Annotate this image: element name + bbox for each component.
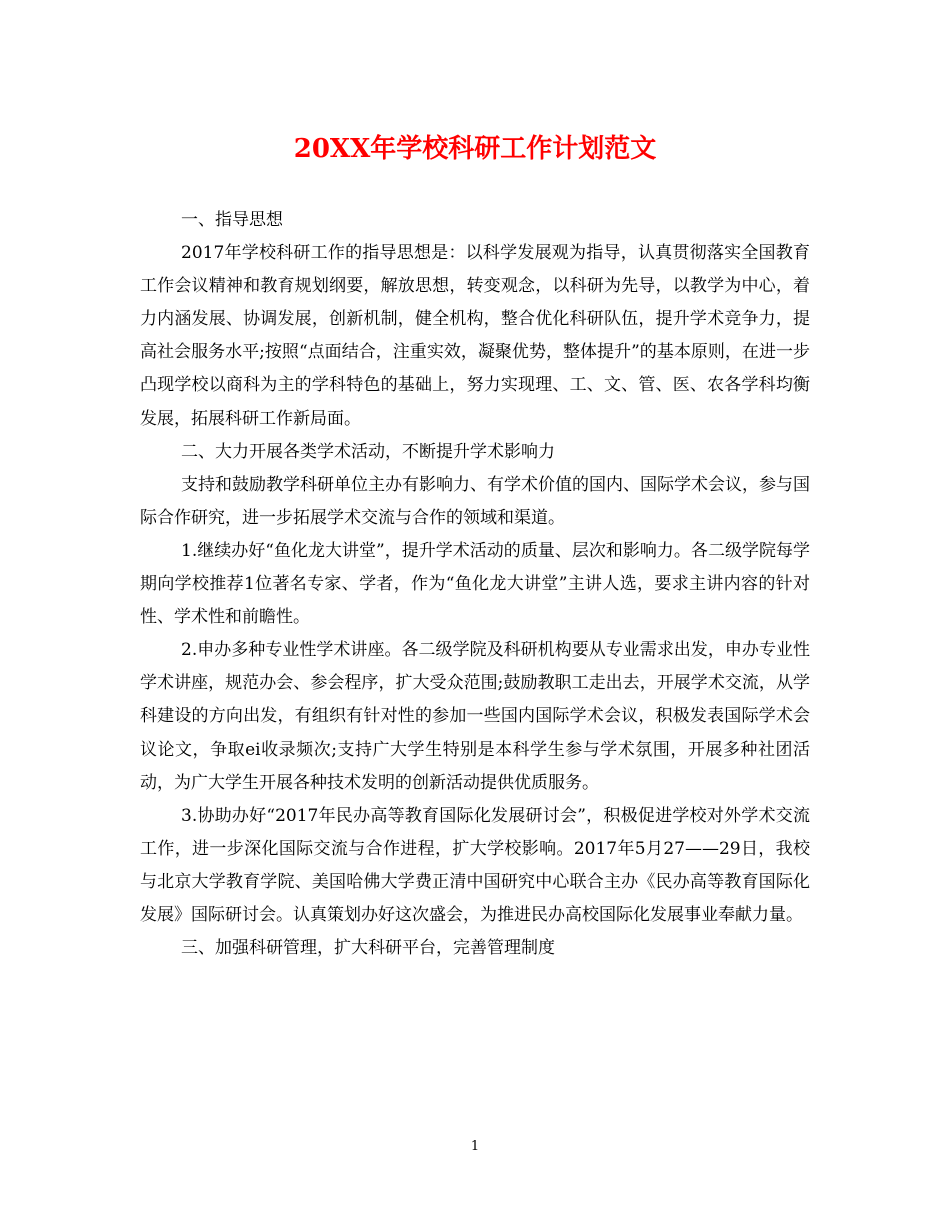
document-title: 20XX年学校科研工作计划范文 [293, 134, 657, 164]
section-heading-research-management: 三、加强科研管理，扩大科研平台，完善管理制度 [181, 938, 555, 959]
document-body [140, 204, 810, 965]
paragraph-guiding-ideology: 2017年学校科研工作的指导思想是：以科学发展观为指导，认真贯彻落实全国教育工作会议精神和教育规划纲要，解放思想，转变观念，以科研为先导，以教学为中心，着力内涵发展、协调发展，创新机制，健全机构，整合优化科研队伍，提升学术竞争力，提高社会服务水平;按照“点面结合，注重实效，凝聚优势，整体提升”的基本原则，在进一步凸现学校以商科为主的学科特色的基础上，努力实现理、工、文、管、医、农各学科均衡发展，拓展科研工作新局面。 [140, 243, 810, 429]
paragraph-support-conferences: 支持和鼓励教学科研单位主办有影响力、有学术价值的国内、国际学术会议，参与国际合作研究，进一步拓展学术交流与合作的领域和渠道。 [140, 474, 810, 528]
paragraph-item-2-professional-lectures: 2.申办多种专业性学术讲座。各二级学院及科研机构要从专业需求出发，申办专业性学术讲座，规范办会、参会程序，扩大受众范围;鼓励教职工走出去，开展学术交流，从学科建设的方向出发，有组织有针对性的参加一些国内国际学术会议，积极发表国际学术会议论文，争取ei收录频次;支持广大学生特别是本科学生参与学术氛围，开展多种社团活动，为广大学生开展各种技术发明的创新活动提供优质服务。 [140, 640, 810, 793]
paragraph-item-3-international-seminar: 3.协助办好“2017年民办高等教育国际化发展研讨会”，积极促进学校对外学术交流工作，进一步深化国际交流与合作进程，扩大学校影响。2017年5月27——29日，我校与北京大学教育学院、美国哈佛大学费正清中国研究中心联合主办《民办高等教育国际化发展》国际研讨会。认真策划办好这次盛会，为推进民办高校国际化发展事业奉献力量。 [140, 805, 810, 925]
paragraph-item-1-lecture-hall: 1.继续办好“鱼化龙大讲堂”，提升学术活动的质量、层次和影响力。各二级学院每学期向学校推荐1位著名专家、学者，作为“鱼化龙大讲堂”主讲人选，要求主讲内容的针对性、学术性和前瞻性。 [140, 540, 810, 628]
section-heading-academic-activities: 二、大力开展各类学术活动，不断提升学术影响力 [181, 441, 555, 462]
section-heading-guiding-ideology: 一、指导思想 [181, 210, 283, 230]
page-number: 1 [470, 1139, 480, 1154]
